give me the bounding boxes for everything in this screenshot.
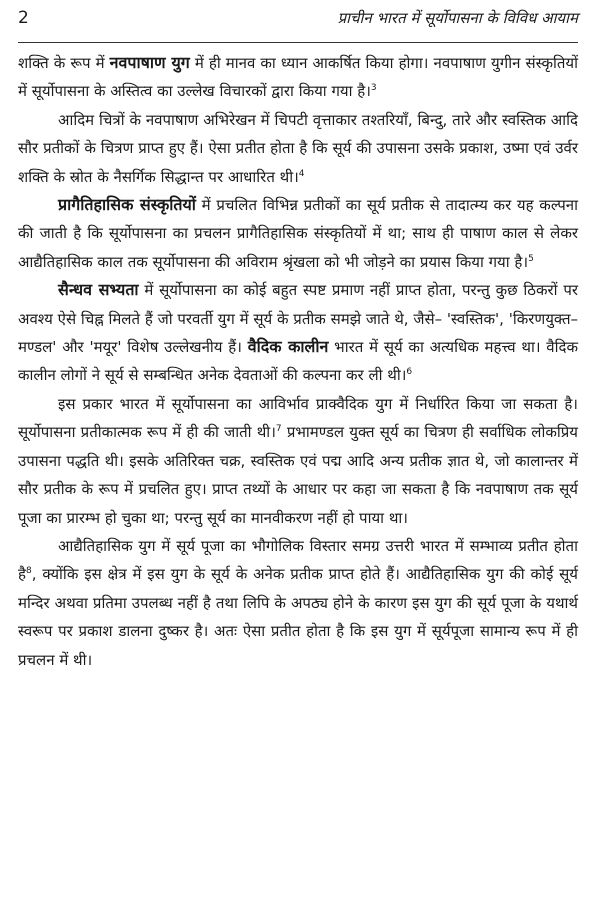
bold-term: वैदिक कालीन [247,337,329,357]
running-title: प्राचीन भारत में सूर्योपासना के विविध आयाम [337,9,578,27]
bold-term: सैन्धव सभ्यता [58,280,139,300]
footnote-ref: 8 [25,566,32,577]
paragraph-5 [18,390,578,532]
text-run: , क्योंकि इस क्षेत्र में इस युग के सूर्य के अनेक प्रतीक प्राप्त होते हैं। आद्यैतिहासिक युग की कोई सूर्य मन्दिर अथवा प्रतिमा उपलब्ध नहीं है तथा लिपि के अपठ्य होने के कारण इस युग की सूर्य पूजा के यथार्थ स्वरूप पर प्रकाश डालना दुष्कर है। अतः ऐसा प्रतीत होता है कि इस युग में सूर्यपूजा सामान्य रूप में ही प्रचलन में थी। [18,565,578,669]
paragraph-4 [18,276,578,390]
text-run: प्रभामण्डल युक्त सूर्य का चित्रण ही सर्वाधिक लोकप्रिय उपासना पद्धति थी। इसके अतिरिक्त चक्र, स्वस्तिक एवं पद्म आदि अन्य प्रतीक ज्ञात थे, जो कालान्तर में सौर प्रतीक के रूप में प्रचलित हुए। प्राप्त तथ्यों के आधार पर कहा जा सकता है कि नवपाषाण तक सूर्य पूजा का प्रारम्भ हो चुका था; परन्तु सूर्य का मानवीकरण नहीं हो पाया था। [18,423,578,527]
footnote-ref: 7 [275,424,282,435]
footnote-ref: 5 [528,253,534,264]
header-rule [18,42,578,43]
footnote-ref: 6 [406,367,413,378]
bold-term: नवपाषाण युग [109,53,190,72]
footnote-ref: 3 [370,83,377,94]
paragraph-3 [18,191,578,276]
text-run: भारत में सूर्य का अत्यधिक महत्त्व था। वैदिक कालीन लोगों ने सूर्य से सम्बन्धित अनेक देवताओं की कल्पना कर ली थी। [18,338,579,385]
text-run: में सूर्योपासना का कोई बहुत स्पष्ट प्रमाण नहीं प्राप्त होता, परन्तु कुछ ठिकरों पर अवश्य ऐसे चिह्न मिलते हैं जो परवर्ती युग में सूर्य के प्रतीक समझे जाते थे, जैसे– 'स्वस्तिक', 'किरणयुक्त–मण्डल' और 'मयूर' विशेष उल्लेखनीय हैं। [18,281,578,357]
bold-term: प्रागैतिहासिक संस्कृतियों [58,195,196,215]
text-run: में प्रचलित विभिन्न प्रतीकों का सूर्य प्रतीक से तादात्म्य कर यह कल्पना की जाती है कि सूर्योपासना का प्रचलन प्रागैतिहासिक संस्कृतियों में था; साथ ही पाषाण काल से लेकर आद्यैतिहासिक काल तक सूर्योपासना की अविराम श्रृंखला को भी जोड़ने का प्रयास किया गया है। [18,196,578,271]
text-run: शक्ति के रूप में [18,54,110,72]
text-run: इस प्रकार भारत में सूर्योपासना का आविर्भाव प्राक्वैदिक युग में निर्धारित किया जा सकता है। सूर्योपासना प्रतीकात्मक रूप में ही की जाती थी। [18,394,578,442]
page-number: 2 [18,8,29,28]
text-run: में ही मानव का ध्यान आकर्षित किया होगा। नवपाषाण युगीन संस्कृतियों में सूर्योपासना के अस्तित्व का उल्लेख विचारकों द्वारा किया गया है। [18,54,578,101]
footnote-ref: 4 [298,168,305,179]
body-text [18,49,578,674]
text-run: आद्यैतिहासिक युग में सूर्य पूजा का भौगोलिक विस्तार समग्र उत्तरी भारत में सम्भाव्य प्रतीत होता है [18,536,578,584]
page-header [18,8,578,42]
text-run: आदिम चित्रों के नवपाषाण अभिरेखन में चिपटी वृत्ताकार तश्तरियाँ, बिन्दु, तारे और स्वस्तिक आदि सौर प्रतीकों के चित्रण प्राप्त हुए हैं। ऐसा प्रतीत होता है कि सूर्य की उपासना उसके प्रकाश, उष्मा एवं उर्वर शक्ति के स्रोत के नैसर्गिक सिद्धान्त पर आधारित थी। [18,110,578,186]
paragraph-6 [18,532,578,674]
paragraph-2 [18,106,578,191]
paragraph-1 [18,49,578,106]
